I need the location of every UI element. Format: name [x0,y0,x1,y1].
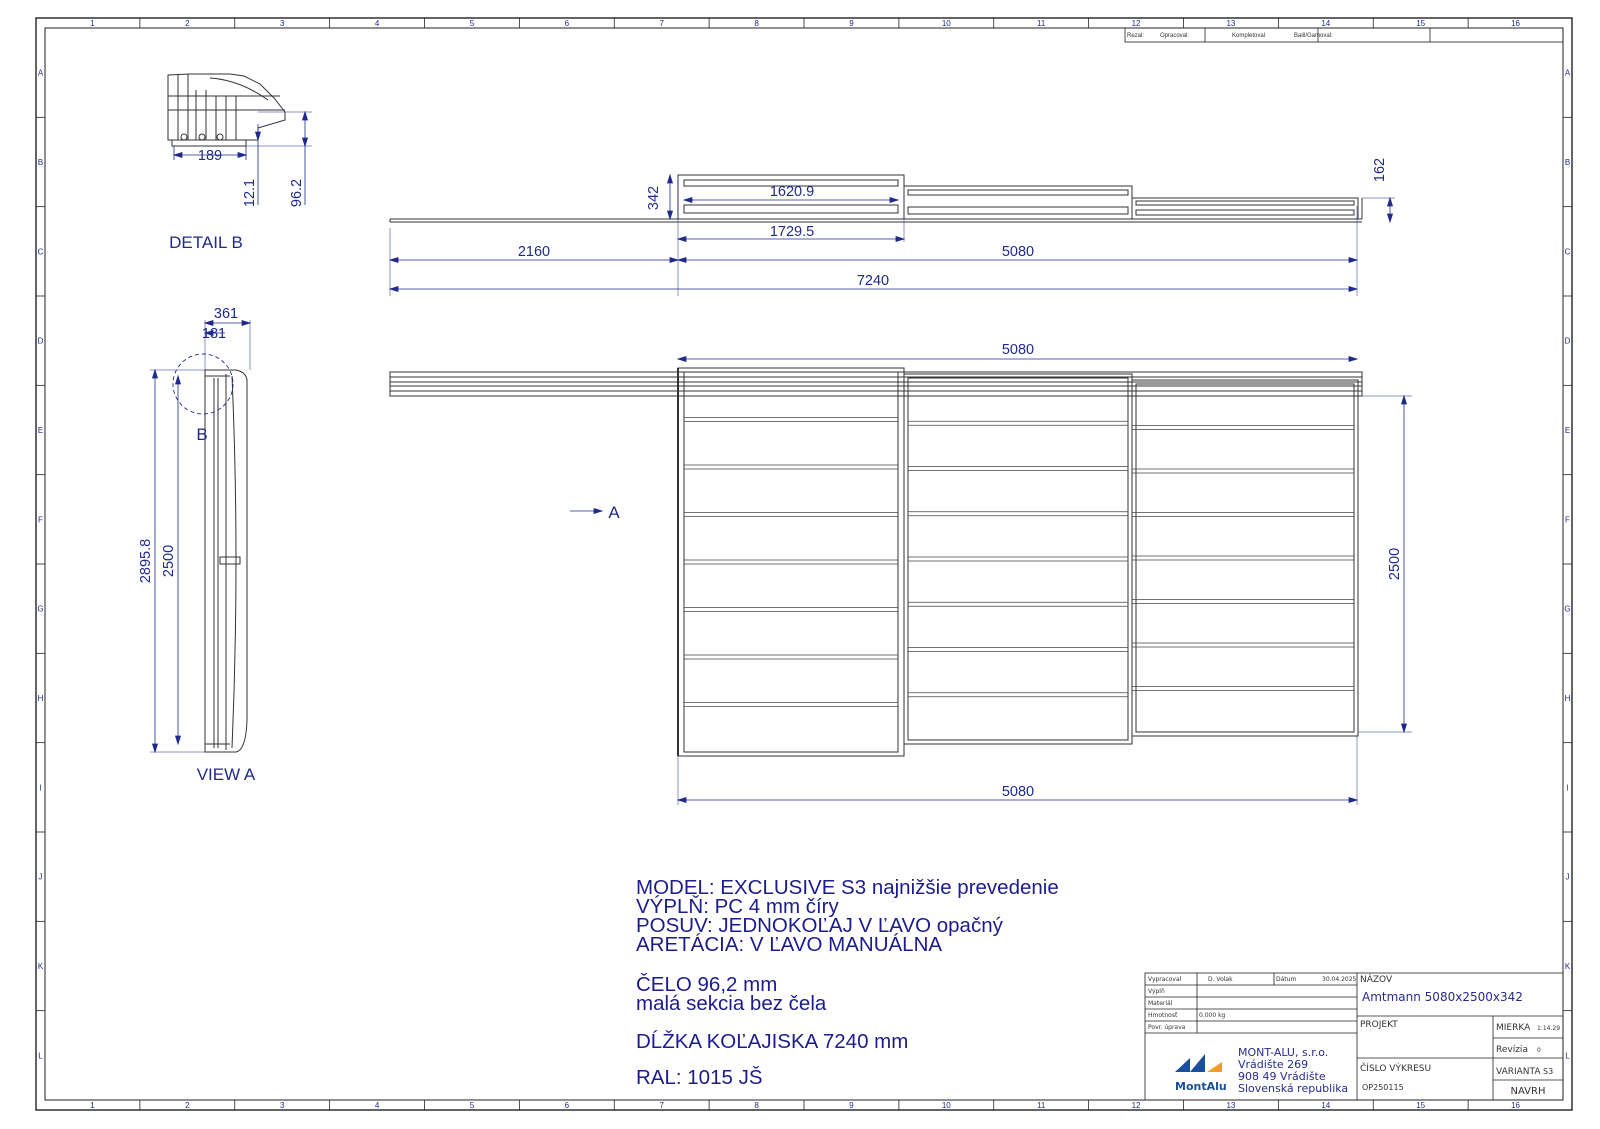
side-view [390,158,1395,296]
column-zone-label: 6 [564,19,570,28]
view-a [138,306,256,784]
side-dim-162: 162 [1372,157,1388,183]
row-zone-label: A [1564,68,1571,78]
tb-hmotnost-value: 0.000 kg [1199,1012,1226,1019]
note-lock: ARETÁCIA: V ĽAVO MANUÁLNA [636,933,943,956]
column-zone-label: 10 [941,19,951,28]
column-zone-label: 2 [185,19,190,28]
row-zone-label: I [1566,783,1569,793]
header-cell-rezal: Rezal: [1127,33,1145,39]
tb-revizia-label: Revízia [1496,1045,1528,1055]
side-dim-1620-9: 1620.9 [769,184,815,200]
enclosure-section-large [678,368,904,756]
note-slide: POSUV: JEDNOKOĽAJ V ĽAVO opačný [636,914,1003,937]
header-cell-opracoval: Opracoval: [1160,33,1190,39]
tb-hmotnost-label: Hmotnosť [1148,1012,1178,1019]
row-zone-label: B [1564,158,1571,167]
column-zone-label: 11 [1037,19,1046,28]
column-zone-label: 16 [1511,1101,1521,1110]
row-zone-label: L [1565,1051,1570,1061]
detail-b-title: DETAIL B [169,233,243,252]
side-dim-1729-5: 1729.5 [769,224,815,240]
tb-vyplo-label: Výplň [1148,988,1165,995]
tb-datum-label: Dátum [1276,976,1297,983]
note-ral: RAL: 1015 JŠ [636,1066,763,1089]
tb-company-line1: MONT-ALU, s.r.o. [1238,1046,1329,1059]
view-a-dim-2500: 2500 [161,544,177,578]
tb-nazov-value: Amtmann 5080x2500x342 [1362,990,1523,1004]
tb-revizia-value: 0 [1537,1047,1541,1054]
specification-notes [636,876,1059,1089]
view-a-arrow-label: A [608,503,620,522]
note-fill: VÝPLŇ: PC 4 mm číry [636,895,839,918]
column-zone-label: 16 [1511,19,1521,28]
tb-company-line2: Vrádište 269 [1238,1058,1309,1071]
side-dim-7240: 7240 [856,273,890,289]
detail-b-callout-circle [173,354,233,414]
column-zone-label: 1 [90,19,95,28]
row-zone-label: F [1565,515,1570,525]
header-cell-balil: Balil/Gamoval: [1294,33,1333,39]
row-zone-label: C [37,247,44,257]
tb-varianta-label: VARIANTA [1496,1067,1541,1077]
column-zone-label: 4 [374,1101,380,1110]
tb-varianta-value: S3 [1543,1067,1554,1076]
tb-nazov-label: NÁZOV [1360,975,1393,985]
top-dim-2500: 2500 [1387,547,1403,581]
column-zone-label: 7 [659,19,664,28]
column-zone-label: 5 [469,1101,475,1110]
row-zone-label: C [1564,247,1571,257]
row-zone-label: D [1564,336,1571,346]
column-zone-label: 13 [1226,19,1236,28]
tb-material-label: Materiál [1148,1000,1173,1007]
tb-company-line4: Slovenská republika [1238,1082,1349,1095]
tb-mierka-label: MIERKA [1496,1023,1531,1033]
tb-projekt-label: PROJEKT [1360,1020,1398,1030]
column-zone-label: 12 [1131,19,1141,28]
detail-b-dim-96-2: 96.2 [289,178,305,208]
row-zone-label: B [37,158,44,167]
column-zone-label: 10 [941,1101,951,1110]
tb-vypracoval-label: Vypracoval [1148,976,1182,983]
column-zone-label: 9 [849,1101,854,1110]
tb-datum-value: 30.04.2025 [1322,976,1357,983]
side-view-dimensions [390,175,1395,296]
column-zone-label: 8 [754,1101,759,1110]
column-zone-label: 15 [1416,1101,1426,1110]
tb-povrch-label: Povr. úprava [1148,1024,1186,1031]
row-zone-label: H [1564,694,1571,703]
enclosure-section-middle [904,374,1132,744]
title-block [1145,973,1563,1100]
side-view-geometry [390,175,1362,222]
row-zone-label: J [38,872,43,882]
detail-b-dim-width: 189 [197,148,223,164]
column-zone-label: 4 [374,19,380,28]
tb-mierka-value: 1:14.29 [1537,1025,1561,1032]
note-rail-length: DĹŽKA KOĽAJISKA 7240 mm [636,1030,909,1053]
top-dim-5080-bottom: 5080 [1001,784,1035,800]
row-zone-label: K [37,962,44,971]
row-zone-label: I [39,783,42,793]
detail-b-dim-12-1: 12.1 [242,178,258,208]
detail-b-profile [168,74,285,146]
column-zone-label: 9 [849,19,854,28]
side-dim-5080: 5080 [1001,244,1035,260]
column-zone-label: 14 [1321,19,1331,28]
row-zone-label: G [1564,604,1571,614]
tb-stav-value: NAVRH [1510,1086,1546,1097]
detail-b-callout-label: B [196,425,208,444]
row-zone-label: A [37,68,44,78]
top-view-dimensions [570,357,1412,806]
tb-logo-text: MontAlu [1175,1080,1227,1093]
row-zone-label: J [1565,872,1570,882]
top-view-ribs [684,418,1354,707]
tb-cislo-value: OP250115 [1362,1083,1404,1092]
row-zone-label: F [38,515,43,525]
montalu-logo-icon [1175,1054,1222,1072]
column-zone-label: 3 [279,19,285,28]
column-zone-label: 15 [1416,19,1426,28]
column-zone-label: 11 [1037,1101,1046,1110]
column-zone-label: 3 [279,1101,285,1110]
column-zone-label: 14 [1321,1101,1331,1110]
row-zone-label: G [37,604,44,614]
row-zone-label: D [37,336,44,346]
column-zone-label: 1 [90,1101,95,1110]
column-zone-label: 2 [185,1101,190,1110]
note-small-section: malá sekcia bez čela [636,992,827,1015]
top-dim-5080-top: 5080 [1001,342,1035,358]
view-a-title: VIEW A [196,765,256,784]
view-a-dim-181: 181 [201,326,227,342]
view-a-dim-2895-8: 2895.8 [138,538,154,584]
row-zone-label: E [37,426,44,435]
column-zone-label: 8 [754,19,759,28]
column-zone-label: 7 [659,1101,664,1110]
enclosure-section-small [1132,380,1358,736]
header-cell-kompletoval: Kompletoval [1232,33,1266,39]
detail-b [168,74,312,252]
top-view [390,342,1412,805]
column-zone-label: 5 [469,19,475,28]
row-zone-label: H [37,694,44,703]
column-zone-label: 6 [564,1101,570,1110]
tb-vypracoval-value: D. Volak [1208,976,1233,983]
column-zone-label: 12 [1131,1101,1141,1110]
row-zone-label: L [38,1051,43,1061]
note-front: ČELO 96,2 mm [636,973,778,996]
tb-company-line3: 908 49 Vrádište [1238,1070,1326,1083]
view-a-dimensions [150,320,250,752]
header-table [1125,28,1563,42]
tb-cislo-label: ČÍSLO VÝKRESU [1360,1064,1432,1074]
row-zone-label: E [1564,426,1571,435]
row-zone-label: K [1564,962,1571,971]
view-a-dim-361: 361 [213,306,239,322]
view-a-geometry [205,370,247,752]
note-model: MODEL: EXCLUSIVE S3 najnižšie prevedenie [636,876,1059,899]
side-dim-2160: 2160 [517,244,551,260]
side-dim-342: 342 [646,185,662,211]
column-zone-label: 13 [1226,1101,1236,1110]
